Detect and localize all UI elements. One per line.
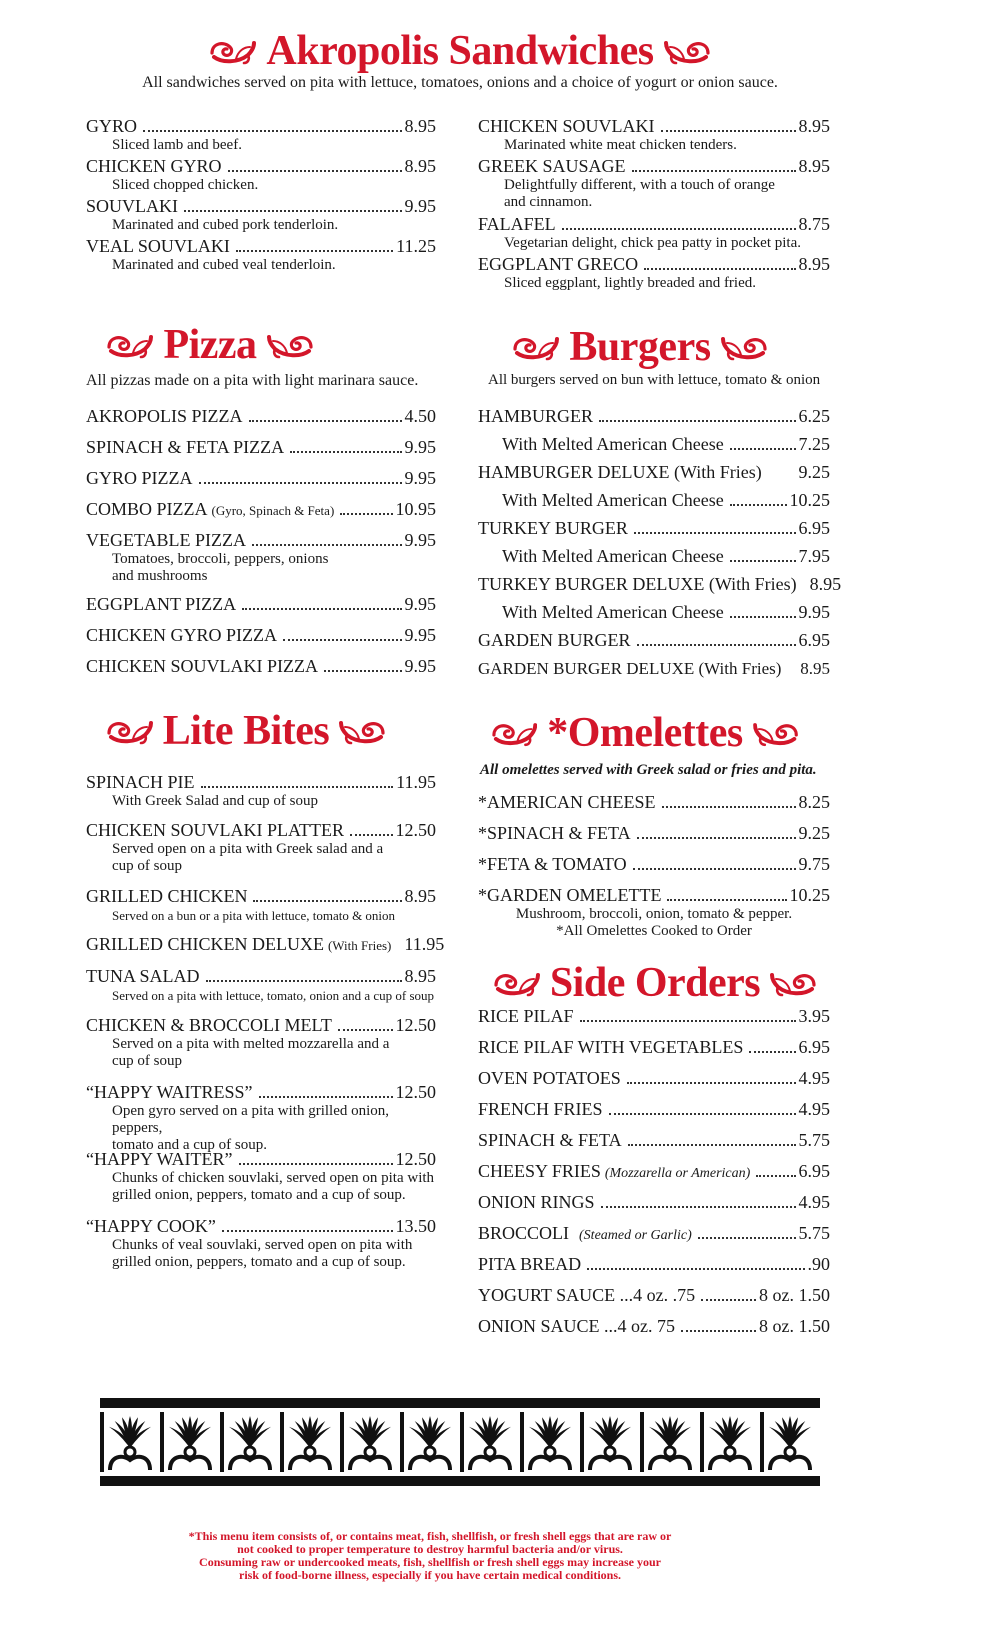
item-name: *GARDEN OMELETTE <box>478 885 662 905</box>
scroll-ornament-icon <box>753 719 800 747</box>
menu-item <box>86 966 436 1004</box>
item-name: FALAFEL <box>478 214 556 234</box>
leader-dots <box>634 532 796 534</box>
leader-dots <box>580 1020 796 1022</box>
sandwiches-title: Akropolis Sandwiches <box>266 28 654 74</box>
item-price: 7.25 <box>798 434 830 454</box>
item-name: “HAPPY WAITER” <box>86 1149 233 1169</box>
menu-item <box>86 1216 436 1271</box>
disclaimer-line: risk of food-borne illness, especially if you have certain medical conditions. <box>239 1568 621 1582</box>
leader-dots <box>756 1175 795 1177</box>
item-price: 10.25 <box>789 490 830 510</box>
menu-item <box>478 1161 830 1184</box>
item-name: GYRO PIZZA <box>86 468 193 488</box>
item-name: ONION SAUCE ...4 oz. 75 <box>478 1316 675 1336</box>
item-description: Sliced chopped chicken. <box>112 177 259 193</box>
item-name: AKROPOLIS PIZZA <box>86 406 243 426</box>
leader-dots <box>350 834 393 836</box>
menu-item <box>478 854 830 875</box>
leader-dots <box>628 1144 796 1146</box>
item-price: 6.95 <box>798 518 830 538</box>
item-description: Marinated white meat chicken tenders. <box>504 137 737 153</box>
leader-dots <box>184 210 402 212</box>
item-name: VEAL SOUVLAKI <box>86 236 230 256</box>
item-price: 9.95 <box>404 594 436 614</box>
leader-dots <box>340 513 392 515</box>
item-price: 12.50 <box>395 1149 436 1169</box>
palmette-motif <box>280 1412 331 1472</box>
scroll-ornament-icon <box>511 333 559 361</box>
health-disclaimer <box>130 1530 730 1582</box>
menu-item <box>86 156 436 194</box>
item-note: (Steamed or Garlic) <box>579 1228 692 1243</box>
leader-dots <box>632 170 796 172</box>
menu-item <box>478 1130 830 1151</box>
menu-item <box>86 406 436 427</box>
menu-item <box>478 1223 830 1246</box>
item-price: 12.50 <box>395 820 436 840</box>
item-name: VEGETABLE PIZZA <box>86 530 247 550</box>
pizza-list <box>86 406 436 686</box>
menu-item <box>478 546 830 567</box>
palmette-motif <box>400 1412 451 1472</box>
menu-item <box>86 594 436 615</box>
omelettes-header <box>490 708 800 758</box>
leader-dots <box>259 1096 393 1098</box>
leader-dots <box>637 644 796 646</box>
item-name: PITA BREAD <box>478 1254 582 1274</box>
sandwiches-header <box>0 26 920 76</box>
item-note: (Mozzarella or American) <box>604 1166 751 1181</box>
item-name: SOUVLAKI <box>86 196 178 216</box>
item-description: Marinated and cubed pork tenderloin. <box>112 217 339 233</box>
item-price: 9.95 <box>404 196 436 216</box>
item-price: 8.25 <box>798 792 830 812</box>
leader-dots <box>701 1299 756 1301</box>
menu-item <box>478 434 830 455</box>
item-name: GARDEN BURGER DELUXE (With Fries) <box>478 659 782 678</box>
item-price: 9.95 <box>404 530 436 550</box>
scroll-ornament-icon <box>267 331 315 359</box>
menu-item <box>478 1254 830 1275</box>
item-price: 4.95 <box>798 1068 830 1088</box>
item-price: 9.25 <box>798 823 830 843</box>
lite-bites-list <box>86 772 445 1272</box>
scroll-ornament-icon <box>490 719 537 747</box>
item-name: With Melted American Cheese <box>502 546 724 566</box>
item-name: “HAPPY WAITRESS” <box>86 1082 253 1102</box>
item-name: EGGPLANT PIZZA <box>86 594 237 614</box>
lite-bites-header <box>96 706 396 756</box>
item-price: 11.95 <box>404 934 445 954</box>
leader-dots <box>730 616 796 618</box>
menu-item <box>86 236 436 274</box>
menu-item <box>86 116 436 154</box>
item-name: HAMBURGER <box>478 406 594 426</box>
palmette-motif <box>160 1412 211 1472</box>
item-price: 8.95 <box>798 254 830 274</box>
scroll-ornament-icon <box>664 37 712 65</box>
leader-dots <box>253 900 401 902</box>
leader-dots <box>661 130 796 132</box>
lite-bites-title: Lite Bites <box>162 708 330 754</box>
menu-item <box>478 574 842 595</box>
omelettes-description: Mushroom, broccoli, onion, tomato & pepper. *All Omelettes Cooked to Order <box>515 906 793 939</box>
item-description: Marinated and cubed veal tenderloin. <box>112 257 336 273</box>
leader-dots <box>290 451 401 453</box>
item-price: 8.95 <box>404 886 436 906</box>
item-name: SPINACH & FETA PIZZA <box>86 437 285 457</box>
omelettes-list <box>478 792 830 942</box>
sandwiches-note: All sandwiches served on pita with lettuce, tomatoes, onions and a choice of yogurt or onion sauce. <box>142 74 778 91</box>
scroll-ornament-icon <box>339 717 387 745</box>
item-price: 4.50 <box>404 406 436 426</box>
item-name: CHICKEN SOUVLAKI PIZZA <box>86 656 318 676</box>
leader-dots <box>637 837 796 839</box>
leader-dots <box>562 228 796 230</box>
palmette-motif <box>220 1412 271 1472</box>
leader-dots <box>201 786 394 788</box>
item-name: With Melted American Cheese <box>502 434 724 454</box>
item-description: Open gyro served on a pita with grilled onion, peppers, tomato and a cup of soup. <box>112 1103 390 1153</box>
side-orders-title: Side Orders <box>549 960 761 1006</box>
item-name: FRENCH FRIES <box>478 1099 603 1119</box>
item-price: 5.75 <box>798 1130 830 1150</box>
item-name: TURKEY BURGER DELUXE (With Fries) <box>478 574 797 594</box>
menu-item <box>86 468 436 489</box>
item-name: EGGPLANT GRECO <box>478 254 639 274</box>
item-price: 4.95 <box>798 1099 830 1119</box>
pizza-note: All pizzas made on a pita with light marinara sauce. <box>86 372 419 389</box>
menu-item <box>86 886 436 924</box>
menu-item <box>478 1099 830 1120</box>
menu-item <box>478 116 830 154</box>
item-name: TURKEY BURGER <box>478 518 628 538</box>
leader-dots <box>627 1082 796 1084</box>
item-price: 12.50 <box>395 1015 436 1035</box>
menu-item <box>86 1149 436 1204</box>
disclaimer-line: *This menu item consists of, or contains meat, fish, shellfish, or fresh shell eggs that are raw or <box>188 1529 672 1543</box>
item-name: “HAPPY COOK” <box>86 1216 216 1236</box>
item-description: With Greek Salad and cup of soup <box>112 793 319 809</box>
item-price: 8.95 <box>809 574 842 594</box>
leader-dots <box>730 560 796 562</box>
leader-dots <box>730 448 796 450</box>
item-price: 6.95 <box>798 1037 830 1057</box>
item-name: GREEK SAUSAGE <box>478 156 626 176</box>
border-graphic <box>100 1398 820 1486</box>
palmette-motif <box>700 1412 751 1472</box>
scroll-ornament-icon <box>208 37 256 65</box>
item-name: OVEN POTATOES <box>478 1068 621 1088</box>
item-name: With Melted American Cheese <box>502 602 724 622</box>
sandwiches-right-column <box>478 116 830 296</box>
item-name: *FETA & TOMATO <box>478 854 627 874</box>
leader-dots <box>199 482 402 484</box>
item-name: COMBO PIZZA <box>86 499 208 519</box>
item-price: 11.25 <box>396 236 436 256</box>
menu-item <box>478 214 830 252</box>
item-name: CHICKEN & BROCCOLI MELT <box>86 1015 332 1035</box>
leader-dots <box>143 130 401 132</box>
palmette-motif <box>460 1412 511 1472</box>
menu-item <box>478 602 830 623</box>
item-name: ONION RINGS <box>478 1192 595 1212</box>
item-price: 9.25 <box>798 462 830 482</box>
menu-item <box>86 1082 436 1154</box>
item-description: Vegetarian delight, chick pea patty in pocket pita. <box>504 235 801 251</box>
item-description: Chunks of chicken souvlaki, served open on pita with grilled onion, peppers, tomato and a cup of soup. <box>112 1170 435 1203</box>
item-price: 8.95 <box>798 116 830 136</box>
menu-item <box>86 656 436 677</box>
leader-dots <box>242 608 401 610</box>
item-description: Sliced eggplant, lightly breaded and fried. <box>504 275 757 291</box>
item-name: TUNA SALAD <box>86 966 200 986</box>
item-name: *AMERICAN CHEESE <box>478 792 656 812</box>
item-price: 8.95 <box>404 116 436 136</box>
item-price: 4.95 <box>798 1192 830 1212</box>
leader-dots <box>206 980 402 982</box>
item-price: 8.95 <box>798 156 830 176</box>
item-name: RICE PILAF <box>478 1006 574 1026</box>
scroll-ornament-icon <box>492 969 540 997</box>
item-price: 12.50 <box>395 1082 436 1102</box>
scroll-ornament-icon <box>105 331 153 359</box>
item-name: With Melted American Cheese <box>502 490 724 510</box>
sandwiches-left-column <box>86 116 436 276</box>
leader-dots <box>239 1163 393 1165</box>
leader-dots <box>236 250 393 252</box>
palmette-motif <box>580 1412 631 1472</box>
item-price: 3.95 <box>798 1006 830 1026</box>
item-price: 8.95 <box>404 156 436 176</box>
menu-item <box>86 196 436 234</box>
leader-dots <box>338 1029 393 1031</box>
item-name: HAMBURGER DELUXE (With Fries) <box>478 462 762 482</box>
item-name: SPINACH & FETA <box>478 1130 622 1150</box>
item-price: 8.95 <box>800 659 830 678</box>
palmette-motif <box>340 1412 391 1472</box>
item-description: Served on a pita with lettuce, tomato, onion and a cup of soup <box>112 988 435 1003</box>
item-note: (Gyro, Spinach & Feta) <box>211 503 335 518</box>
menu-item <box>478 518 830 539</box>
scroll-ornament-icon <box>770 969 818 997</box>
item-price: 9.75 <box>798 854 830 874</box>
scroll-ornament-icon <box>721 333 769 361</box>
item-price: 9.95 <box>404 468 436 488</box>
leader-dots <box>599 420 795 422</box>
item-name: CHEESY FRIES <box>478 1161 601 1181</box>
burgers-header <box>500 322 780 372</box>
menu-item <box>478 630 830 651</box>
item-price: 6.95 <box>798 1161 830 1181</box>
item-price: 8 oz. 1.50 <box>759 1285 830 1305</box>
item-description: Tomatoes, broccoli, peppers, onions and mushrooms <box>112 551 329 584</box>
scroll-ornament-icon <box>105 717 153 745</box>
menu-item <box>478 1037 830 1058</box>
menu-item <box>478 1006 830 1027</box>
omelettes-note: All omelettes served with Greek salad or fries and pita. <box>480 762 817 778</box>
omelettes-title: *Omelettes <box>547 710 743 756</box>
pizza-header <box>80 320 340 370</box>
menu-item <box>478 823 830 844</box>
item-name: CHICKEN SOUVLAKI <box>478 116 655 136</box>
menu-item <box>86 499 436 521</box>
leader-dots <box>633 868 796 870</box>
item-price: 10.95 <box>395 499 436 519</box>
item-price: 9.95 <box>404 656 436 676</box>
menu-item <box>478 462 830 483</box>
menu-item <box>478 156 830 211</box>
item-description: Chunks of veal souvlaki, served open on pita with grilled onion, peppers, tomato and a cup of soup. <box>112 1237 413 1270</box>
item-name: *SPINACH & FETA <box>478 823 631 843</box>
item-description: Served on a pita with melted mozzarella and a cup of soup <box>112 1036 390 1069</box>
greek-palmette-border <box>100 1398 820 1486</box>
item-name: BROCCOLI <box>478 1223 570 1243</box>
menu-item <box>86 772 436 810</box>
item-price: 6.95 <box>798 630 830 650</box>
item-note: (With Fries) <box>327 938 392 953</box>
item-price: 8.75 <box>798 214 830 234</box>
side-orders-header <box>490 958 820 1008</box>
item-price: .90 <box>807 1254 830 1274</box>
menu-item <box>478 1068 830 1089</box>
item-price: 10.25 <box>789 885 830 905</box>
item-name: GARDEN BURGER <box>478 630 631 650</box>
leader-dots <box>283 639 402 641</box>
leader-dots <box>662 806 796 808</box>
item-name: CHICKEN GYRO PIZZA <box>86 625 277 645</box>
disclaimer-line: not cooked to proper temperature to destroy harmful bacteria and/or virus. <box>237 1542 623 1556</box>
menu-item <box>86 625 436 646</box>
side-orders-list <box>478 1006 830 1336</box>
item-name: CHICKEN GYRO <box>86 156 222 176</box>
leader-dots <box>609 1113 796 1115</box>
leader-dots <box>222 1230 393 1232</box>
menu-item <box>478 406 830 427</box>
menu-item <box>86 530 436 585</box>
palmette-motif <box>520 1412 571 1472</box>
item-price: 6.25 <box>798 406 830 426</box>
leader-dots <box>681 1330 756 1332</box>
menu-item <box>478 1192 830 1213</box>
leader-dots <box>587 1268 804 1270</box>
item-price: 13.50 <box>395 1216 436 1236</box>
leader-dots <box>228 170 402 172</box>
item-name: CHICKEN SOUVLAKI PLATTER <box>86 820 344 840</box>
leader-dots <box>644 268 795 270</box>
menu-item <box>478 1285 830 1306</box>
item-price: 9.95 <box>404 625 436 645</box>
menu-item <box>86 820 436 875</box>
item-price: 5.75 <box>798 1223 830 1243</box>
leader-dots <box>601 1206 796 1208</box>
menu-item <box>478 792 830 813</box>
leader-dots <box>730 504 787 506</box>
menu-item <box>86 437 436 458</box>
palmette-motif <box>760 1412 811 1472</box>
menu-item <box>86 1015 436 1070</box>
menu-item <box>86 934 445 956</box>
leader-dots <box>252 544 401 546</box>
disclaimer-line: Consuming raw or undercooked meats, fish, shellfish or fresh shell eggs may increase your <box>199 1555 661 1569</box>
item-name: GYRO <box>86 116 138 136</box>
item-name: RICE PILAF WITH VEGETABLES <box>478 1037 744 1057</box>
leader-dots <box>249 420 402 422</box>
item-price: 9.95 <box>404 437 436 457</box>
menu-item <box>478 885 830 906</box>
leader-dots <box>667 899 786 901</box>
burgers-list <box>478 406 842 686</box>
leader-dots <box>324 670 402 672</box>
palmette-motif <box>100 1412 151 1472</box>
menu-item <box>478 1316 830 1337</box>
leader-dots <box>698 1237 796 1239</box>
pizza-title: Pizza <box>163 322 257 368</box>
leader-dots <box>749 1051 795 1053</box>
burgers-title: Burgers <box>569 324 711 370</box>
menu-item <box>478 658 830 679</box>
menu-item <box>478 490 830 511</box>
item-price: 8 oz. 1.50 <box>759 1316 830 1336</box>
item-name: SPINACH PIE <box>86 772 195 792</box>
palmette-motif <box>640 1412 691 1472</box>
item-price: 11.95 <box>396 772 436 792</box>
item-name: GRILLED CHICKEN <box>86 886 248 906</box>
item-price: 9.95 <box>798 602 830 622</box>
item-description: Delightfully different, with a touch of orange and cinnamon. <box>504 177 775 210</box>
burgers-note: All burgers served on bun with lettuce, tomato & onion <box>488 372 821 388</box>
item-description: Served on a bun or a pita with lettuce, tomato & onion <box>112 908 396 923</box>
item-name: YOGURT SAUCE ...4 oz. .75 <box>478 1285 696 1305</box>
menu-item <box>478 254 830 292</box>
item-price: 8.95 <box>404 966 436 986</box>
item-description: Sliced lamb and beef. <box>112 137 242 153</box>
item-description: Served open on a pita with Greek salad and a cup of soup <box>112 841 384 874</box>
item-price: 7.95 <box>798 546 830 566</box>
item-name: GRILLED CHICKEN DELUXE <box>86 934 324 954</box>
